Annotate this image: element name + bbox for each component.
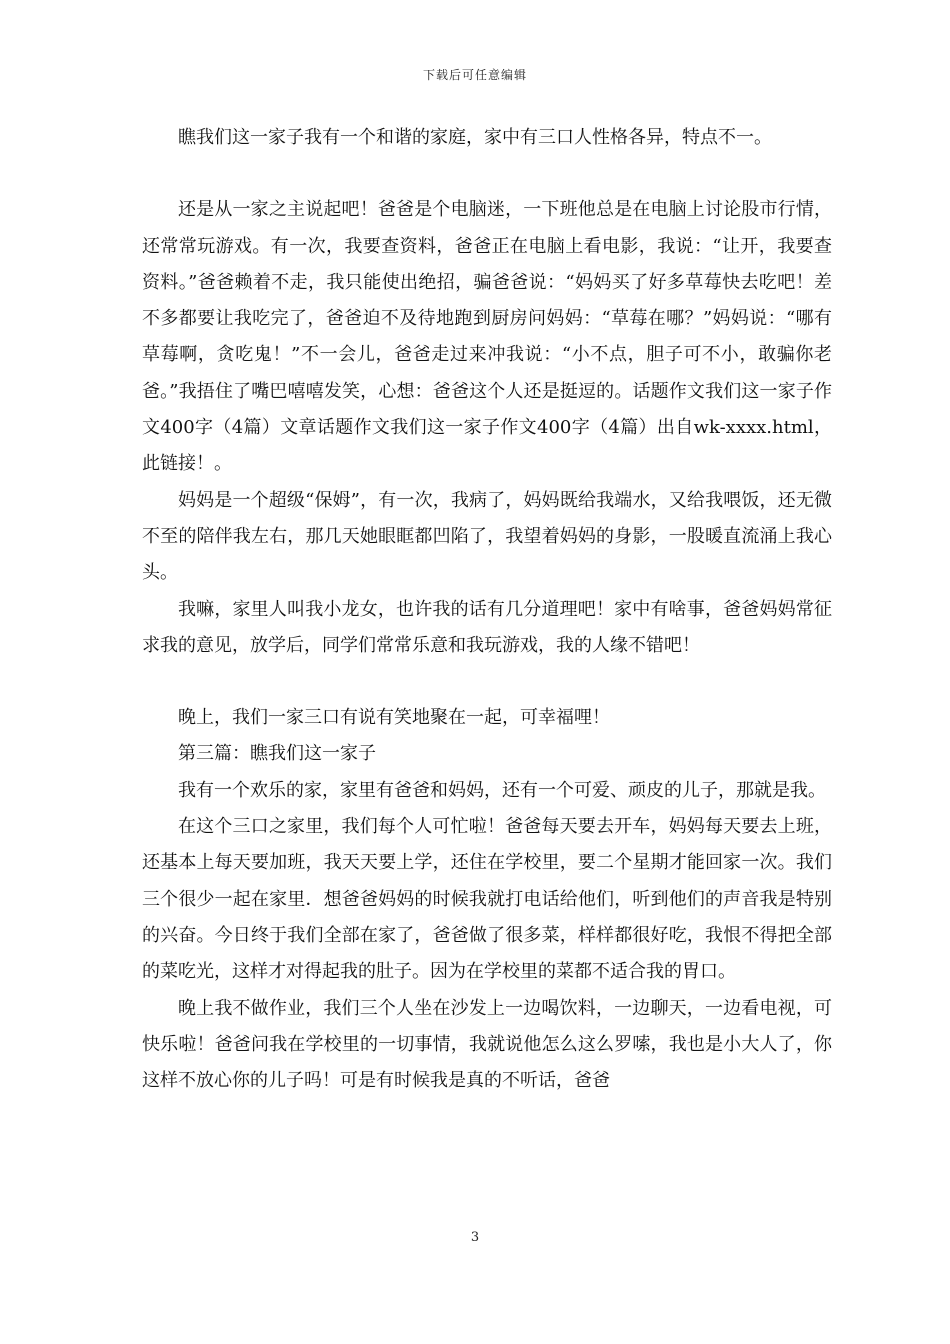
blank-line	[142, 664, 832, 700]
paragraph-happy-family: 我有一个欢乐的家，家里有爸爸和妈妈，还有一个可爱、顽皮的儿子，那就是我。	[178, 779, 826, 801]
paragraph-busy-family: 在这个三口之家里，我们每个人可忙啦！爸爸每天要去开车，妈妈每天要去上班，还基本上每天要加班，我天天要上学，还住在学校里，要二个星期才能回家一次。我们三个很少一起在家里．想爸爸妈妈的时候我就打电话给他们，听到他们的声音我是特别的兴奋。今日终于我们全部在家了，爸爸做了很多菜，样样都很好吃，我恨不得把全部的菜吃光，这样才对得起我的肚子。因为在学校里的菜都不适合我的胃口。	[142, 816, 832, 983]
page-header: 下载后可任意编辑	[422, 68, 527, 82]
blank-line	[142, 156, 832, 192]
paragraph-intro: 瞧我们这一家子我有一个和谐的家庭，家中有三口人性格各异，特点不一。	[178, 127, 772, 148]
page-number: 3	[470, 1230, 480, 1245]
paragraph-evening: 晚上，我们一家三口有说有笑地聚在一起，可幸福哩！	[178, 707, 610, 729]
paragraph-mother: 妈妈是一个超级“保姆”，有一次，我病了，妈妈既给我端水，又给我喂饭，还无微不至的陪伴我左右，那几天她眼眶都凹陷了，我望着妈妈的身影，一股暖直流涌上我心头。	[142, 489, 832, 584]
paragraph-father: 还是从一家之主说起吧！爸爸是个电脑迷，一下班他总是在电脑上讨论股市行情，还常常玩游戏。有一次，我要查资料，爸爸正在电脑上看电影，我说：“让开，我要查资料。”爸爸赖着不走，我只能使出绝招，骗爸爸说：“妈妈买了好多草莓快去吃吧！差不多都要让我吃完了，爸爸迫不及待地跑到厨房问妈妈：“草莓在哪？”妈妈说：“哪有草莓啊，贪吃鬼！”不一会儿，爸爸走过来冲我说：“小不点，胆子可不小，敢骗你老爸。”我捂住了嘴巴嘻嘻发笑，心想：爸爸这个人还是挺逗的。话题作文我们这一家子作文400字（4篇）文章话题作文我们这一家子作文400字（4篇）出自wk-xxxx.html，此链接！。	[142, 199, 832, 475]
paragraph-me: 我嘛，家里人叫我小龙女，也许我的话有几分道理吧！家中有啥事，爸爸妈妈常征求我的意见，放学后，同学们常常乐意和我玩游戏，我的人缘不错吧！	[142, 598, 832, 656]
document-body	[142, 120, 832, 1099]
paragraph-night: 晚上我不做作业，我们三个人坐在沙发上一边喝饮料，一边聊天，一边看电视，可快乐啦！爸爸问我在学校里的一切事情，我就说他怎么这么罗嗦，我也是小大人了，你这样不放心你的儿子吗！可是有时候我是真的不听话，爸爸	[142, 997, 832, 1092]
section-heading: 第三篇：瞧我们这一家子	[178, 743, 376, 765]
